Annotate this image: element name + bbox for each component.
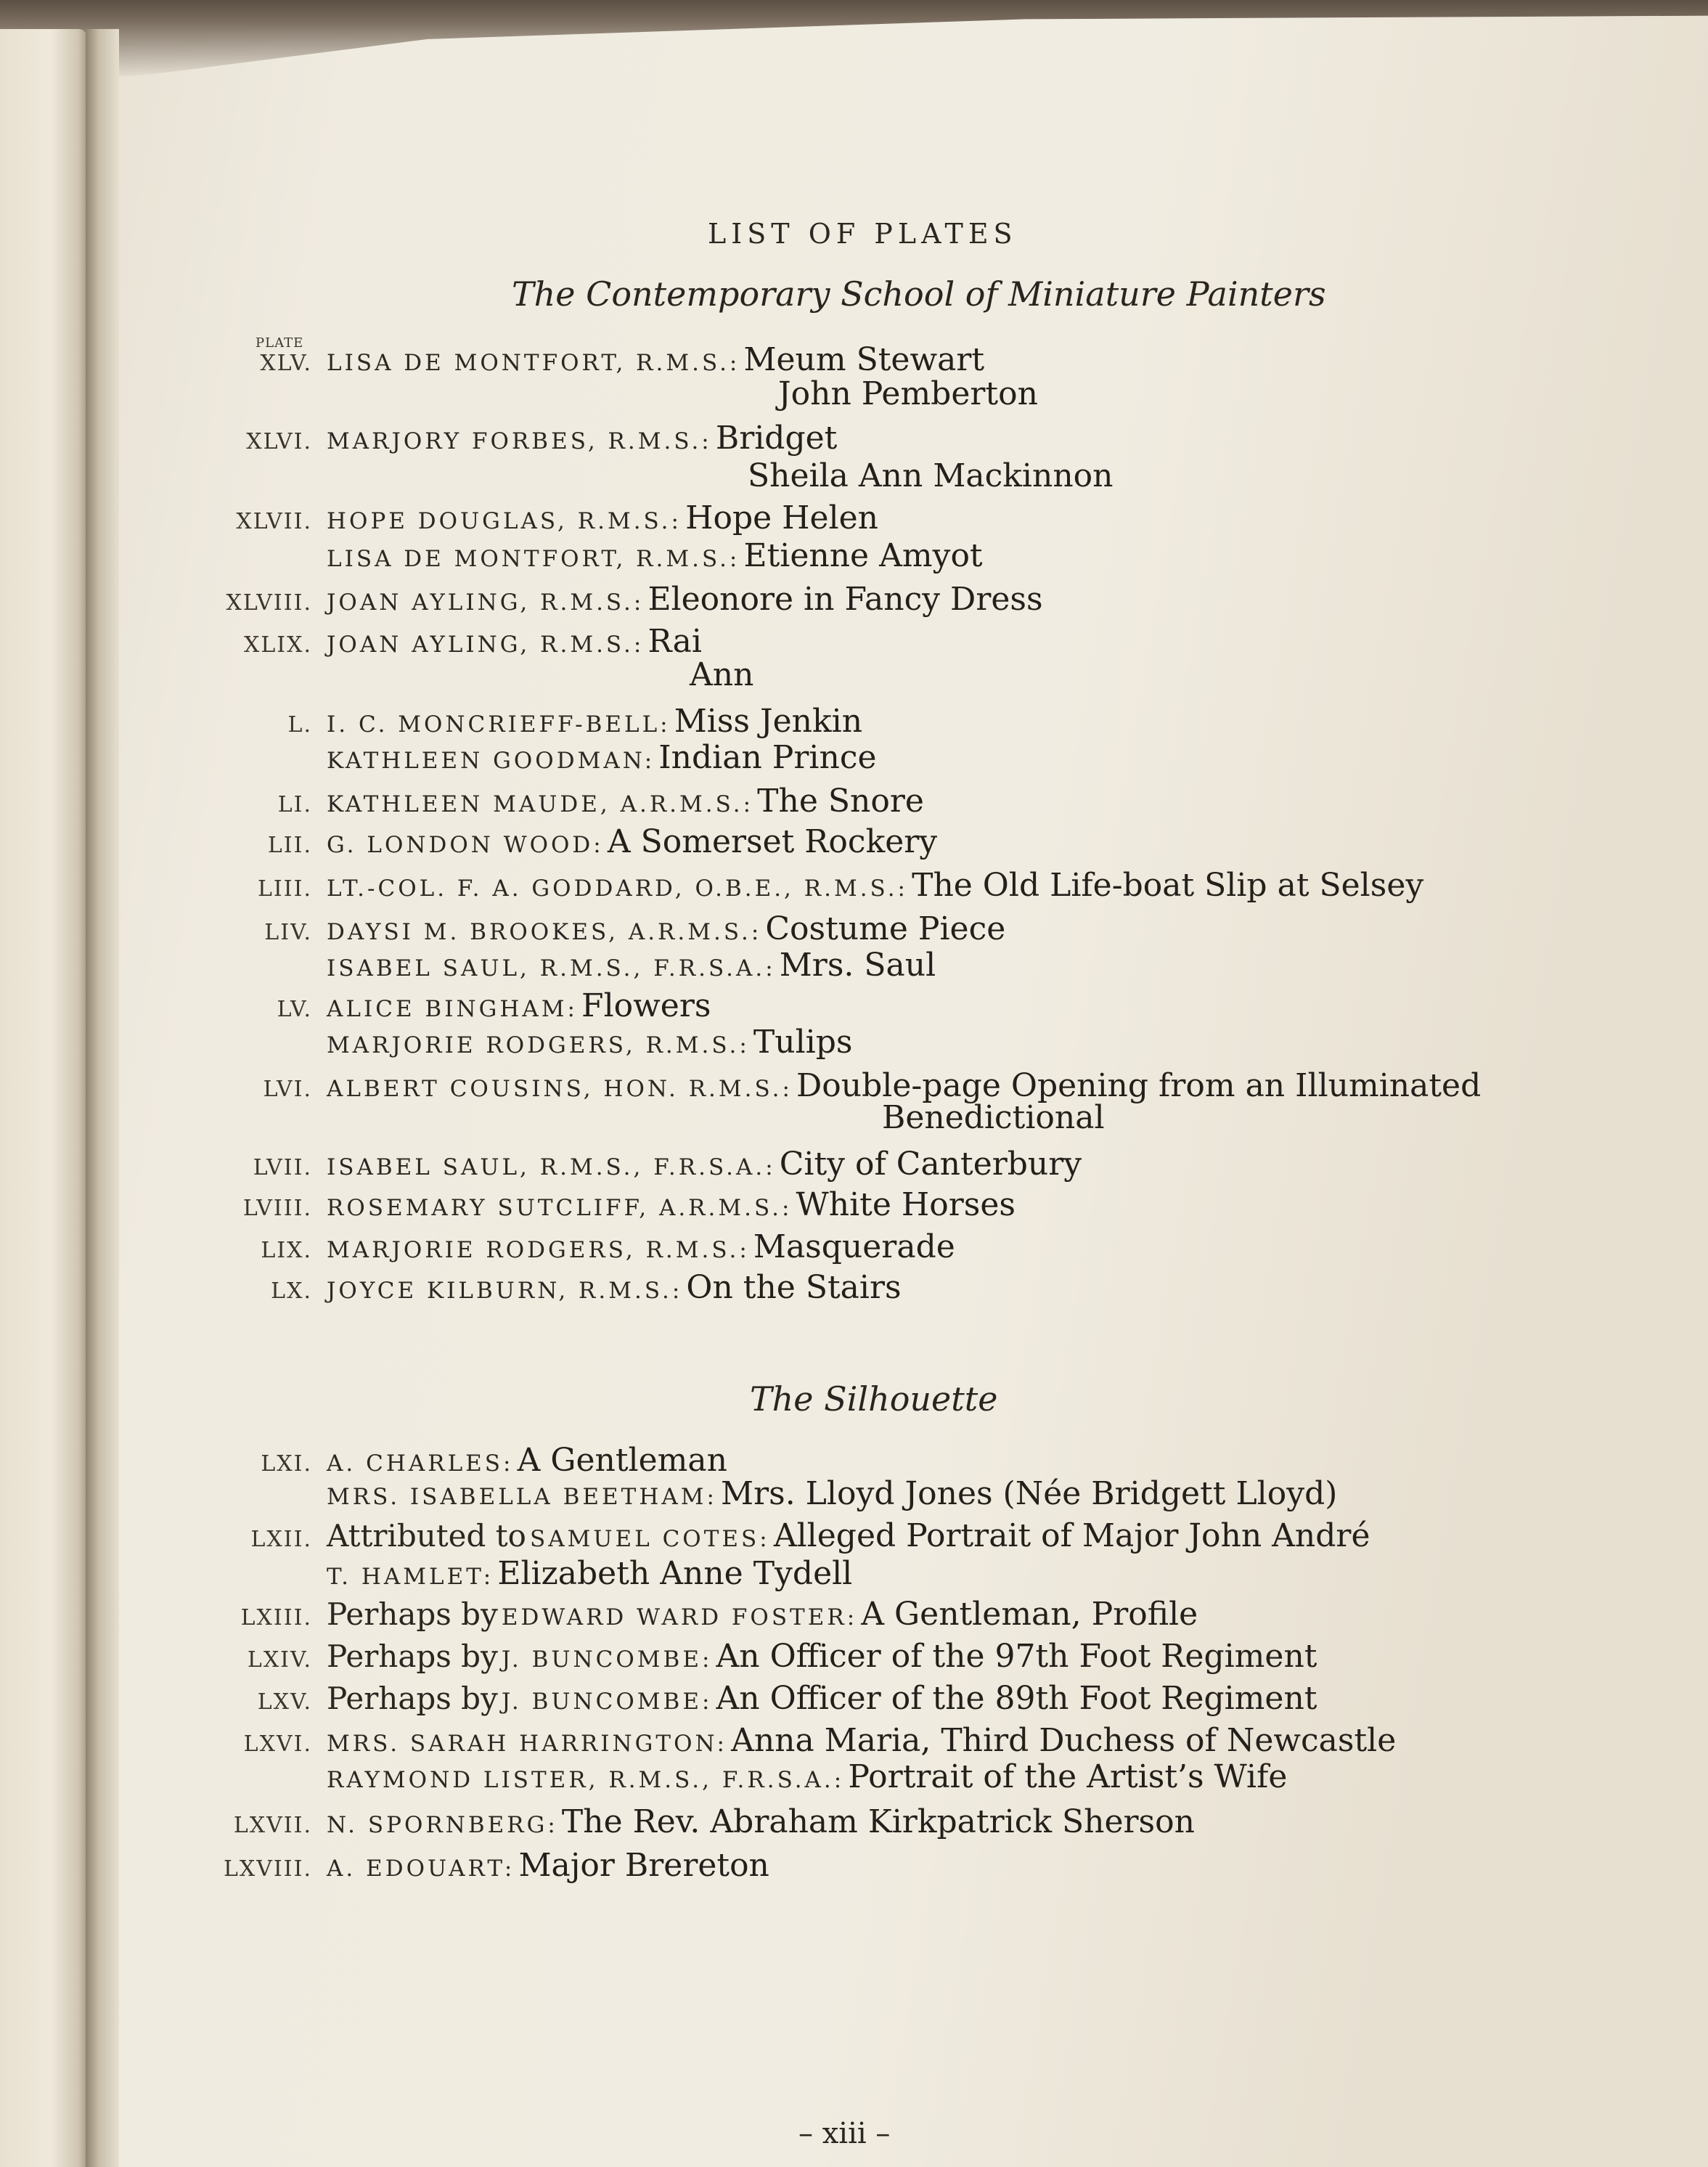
section-title-silhouette: The Silhouette bbox=[750, 1379, 998, 1419]
list-item: XLIX. JOAN AYLING, R.M.S.: Rai bbox=[243, 623, 702, 660]
top-shadow bbox=[0, 0, 1708, 87]
list-item: LXVI. MRS. SARAH HARRINGTON: Anna Maria, Third Duchess of Newcastle bbox=[243, 1722, 1397, 1759]
list-item: LXVIII. A. EDOUART: Major Brereton bbox=[223, 1847, 769, 1884]
list-item: LXII. Attributed to SAMUEL COTES: Alleged Portrait of Major John André bbox=[250, 1517, 1370, 1554]
list-item: LI. KATHLEEN MAUDE, A.R.M.S.: The Snore bbox=[277, 783, 924, 820]
list-item: XLV. LISA DE MONTFORT, R.M.S.: Meum Stewart bbox=[260, 341, 985, 378]
list-item: LIII. LT.-COL. F. A. GODDARD, O.B.E., R.M.S.: The Old Life-boat Slip at Selsey bbox=[257, 867, 1424, 904]
list-item: T. HAMLET: Elizabeth Anne Tydell bbox=[327, 1555, 853, 1592]
list-item: LVII. ISABEL SAUL, R.M.S., F.R.S.A.: City of Canterbury bbox=[253, 1146, 1082, 1183]
list-item: LXIV. Perhaps by J. BUNCOMBE: An Officer of the 97th Foot Regiment bbox=[247, 1638, 1317, 1675]
list-item: KATHLEEN GOODMAN: Indian Prince bbox=[327, 739, 877, 776]
list-item: LIV. DAYSI M. BROOKES, A.R.M.S.: Costume Piece bbox=[264, 910, 1006, 947]
list-item-continuation: Ann bbox=[690, 656, 754, 693]
list-item: LIX. MARJORIE RODGERS, R.M.S.: Masquerade bbox=[261, 1228, 955, 1265]
list-item: RAYMOND LISTER, R.M.S., F.R.S.A.: Portrait of the Artist’s Wife bbox=[327, 1758, 1288, 1795]
list-item: LXV. Perhaps by J. BUNCOMBE: An Officer of the 89th Foot Regiment bbox=[257, 1680, 1317, 1717]
list-item: LII. G. LONDON WOOD: A Somerset Rockery bbox=[267, 823, 938, 860]
list-item: L. I. C. MONCRIEFF-BELL: Miss Jenkin bbox=[287, 703, 863, 740]
list-item-continuation: Benedictional bbox=[882, 1099, 1105, 1136]
list-item: LXI. A. CHARLES: A Gentleman bbox=[261, 1442, 727, 1479]
list-item: MARJORIE RODGERS, R.M.S.: Tulips bbox=[327, 1024, 853, 1061]
list-item: LV. ALICE BINGHAM: Flowers bbox=[277, 987, 711, 1024]
book-gutter bbox=[86, 29, 119, 2167]
list-item: LISA DE MONTFORT, R.M.S.: Etienne Amyot bbox=[327, 537, 983, 574]
list-item: LVI. ALBERT COUSINS, HON. R.M.S.: Double-page Opening from an Illuminated bbox=[263, 1067, 1482, 1104]
page-number: – xiii – bbox=[798, 2117, 891, 2150]
left-page-edge bbox=[0, 29, 87, 2167]
list-item: XLVIII. JOAN AYLING, R.M.S.: Eleonore in Fancy Dress bbox=[226, 581, 1043, 618]
plate-label: PLATE bbox=[256, 335, 304, 351]
list-item: XLVI. MARJORY FORBES, R.M.S.: Bridget bbox=[246, 420, 838, 457]
list-item: LX. JOYCE KILBURN, R.M.S.: On the Stairs bbox=[271, 1269, 902, 1306]
list-item: XLVII. HOPE DOUGLAS, R.M.S.: Hope Helen bbox=[236, 499, 878, 536]
list-item: MRS. ISABELLA BEETHAM: Mrs. Lloyd Jones (Née Bridgett Lloyd) bbox=[327, 1475, 1338, 1512]
list-item-continuation: Sheila Ann Mackinnon bbox=[748, 457, 1114, 494]
list-item: ISABEL SAUL, R.M.S., F.R.S.A.: Mrs. Saul bbox=[327, 947, 936, 984]
list-item: LVIII. ROSEMARY SUTCLIFF, A.R.M.S.: White Horses bbox=[242, 1186, 1016, 1223]
list-item: LXVII. N. SPORNBERG: The Rev. Abraham Kirkpatrick Sherson bbox=[233, 1803, 1195, 1840]
list-item: LXIII. Perhaps by EDWARD WARD FOSTER: A Gentleman, Profile bbox=[240, 1596, 1198, 1633]
page-title: LIST OF PLATES bbox=[708, 218, 1018, 250]
list-item-continuation: John Pemberton bbox=[778, 375, 1038, 412]
section-title-miniature: The Contemporary School of Miniature Painters bbox=[512, 274, 1326, 314]
